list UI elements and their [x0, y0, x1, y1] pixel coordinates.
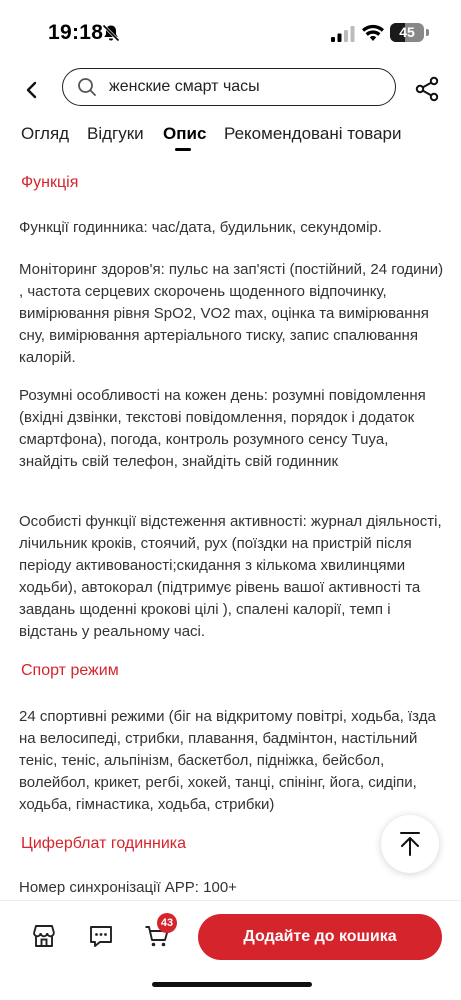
section-title-function: Функція — [21, 174, 79, 191]
battery-tip — [426, 29, 429, 36]
description-content — [0, 160, 461, 900]
tab-description[interactable]: Опис — [163, 124, 207, 143]
add-to-cart-button[interactable]: Додайте до кошика — [198, 914, 442, 960]
store-icon[interactable] — [31, 923, 57, 949]
search-box[interactable] — [62, 68, 396, 106]
section-title-watch-face: Циферблат годинника — [21, 835, 186, 852]
paragraph-app-sync: Номер синхронізації APP: 100+ — [19, 879, 237, 896]
tab-reviews[interactable]: Відгуки — [87, 124, 144, 143]
scroll-to-top-button[interactable] — [381, 815, 439, 873]
status-time: 19:18 — [48, 21, 104, 44]
battery-icon — [390, 23, 424, 42]
wifi-icon — [362, 24, 384, 42]
chat-icon[interactable] — [88, 923, 114, 949]
battery-level: 45 — [399, 24, 415, 40]
tab-overview[interactable]: Огляд — [21, 124, 70, 143]
paragraph-activity-tracking: Особисті функції відстеження активності: журнал діяльності, лічильник кроків, стоячий, рух (поїздки на пристрій після періоду активованості;скидання з кількома хвилинцями ходьби), автокорал (підтримує рівень вашої активності та завдань щоденні крокові цілі ), спалені калорії, темп і відстань у реальному часі. — [19, 513, 442, 640]
search-header — [0, 64, 461, 114]
arrow-up-icon — [398, 831, 422, 857]
share-icon[interactable] — [414, 76, 440, 102]
section-title-sport: Спорт режим — [21, 662, 119, 679]
signal-icon — [331, 26, 355, 42]
back-button[interactable] — [18, 76, 46, 104]
search-icon — [77, 77, 97, 97]
product-tabs — [0, 122, 461, 156]
search-input[interactable] — [109, 75, 379, 99]
cart-count-badge: 43 — [157, 913, 177, 933]
bell-slash-icon — [101, 23, 121, 43]
back-arrow-icon — [25, 80, 39, 100]
paragraph-health-monitoring: Моніторинг здоров'я: пульс на зап'ясті (постійний, 24 години) , частота серцевих скорочень щоденного відпочинку, вимірювання рівня SpO2, VO2 max, оцінка та вимірювання сну, вимірювання артеріального тиску, запис спалювання калорій. — [19, 261, 444, 366]
paragraph-smart-features: Розумні особливості на кожен день: розумні повідомлення (вхідні дзвінки, текстові повідомлення, порядок і додаток смартфона), погода, контроль розумного сенсу Tuya, знайдіть свій телефон, знайдіть свій годинник — [19, 387, 426, 470]
paragraph-sport-modes: 24 спортивні режими (біг на відкритому повітрі, ходьба, їзда на велосипеді, стрибки, плавання, бадмінтон, настільний теніс, теніс, альпінізм, баскетбол, підніжка, бейсбол, волейбол, крикет, регбі, хокей, танці, спінінг, йога, сидіпи, ходьба, гімнастика, ходьба, стрибки) — [19, 708, 436, 813]
home-indicator — [152, 982, 312, 987]
paragraph-watch-functions: Функції годинника: час/дата, будильник, секундомір. — [19, 219, 382, 236]
active-tab-indicator — [175, 148, 191, 151]
tab-recommended[interactable]: Рекомендовані товари — [224, 124, 402, 143]
status-bar — [0, 0, 461, 62]
